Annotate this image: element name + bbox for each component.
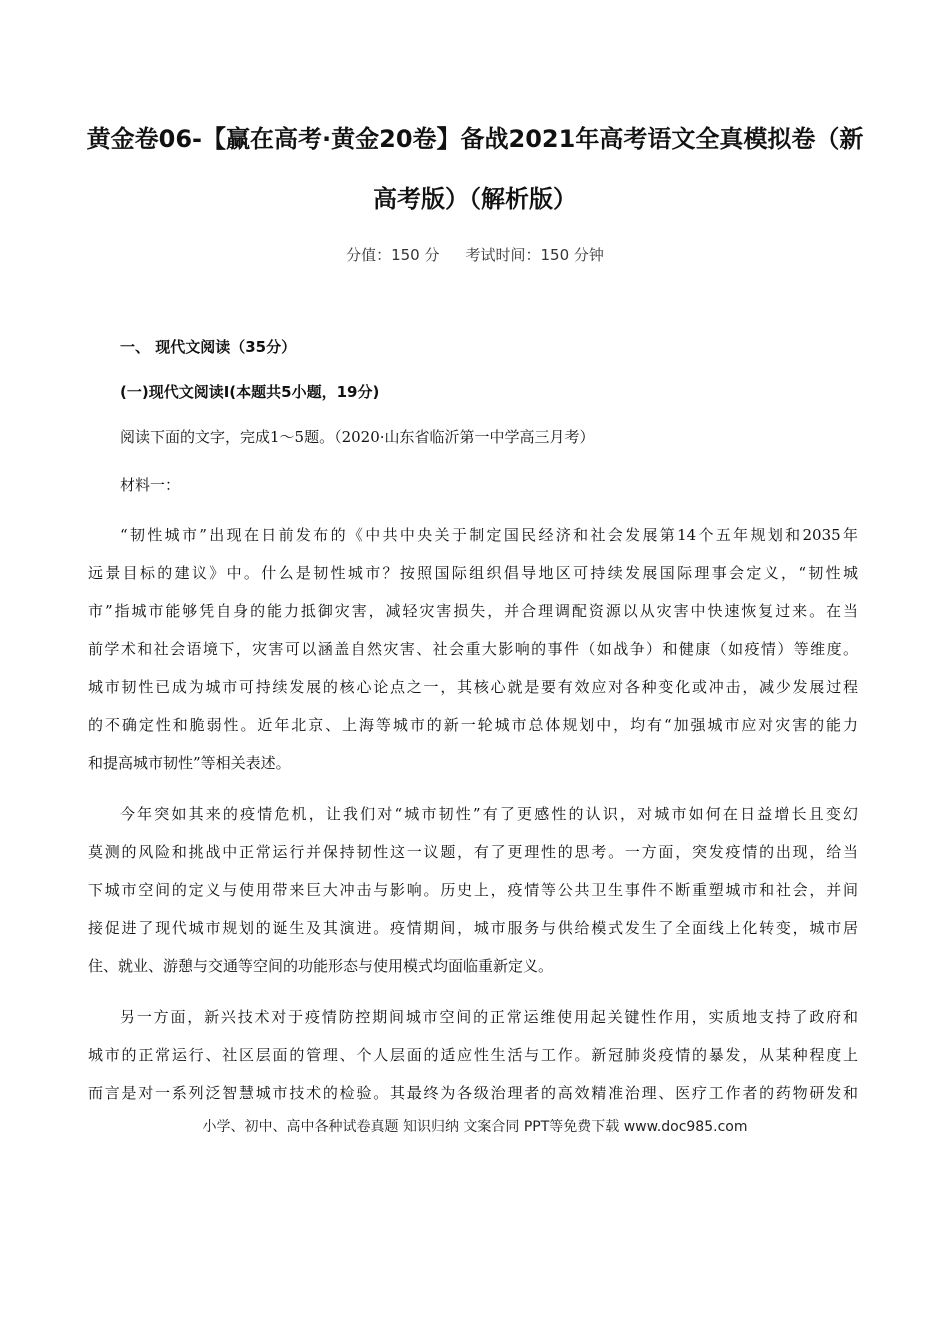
paragraph-1-line: 的不确定性和脆弱性。近年北京、上海等城市的新一轮城市总体规划中，均有“加强城市应对灾害的能力 — [88, 716, 858, 734]
exam-score: 分值：150 分 — [346, 246, 440, 264]
paragraph-3-line: 城市的正常运行、社区层面的管理、个人层面的适应性生活与工作。新冠肺炎疫情的暴发，从某种程度上 — [88, 1046, 858, 1064]
paragraph-1-line: 市”指城市能够凭自身的能力抵御灾害，减轻灾害损失，并合理调配资源以从灾害中快速恢复过来。在当 — [88, 602, 858, 620]
paragraph-3-line: 另一方面，新兴技术对于疫情防控期间城市空间的正常运维使用起关键性作用，实质地支持了政府和 — [120, 1008, 858, 1026]
material-label: 材料一： — [120, 476, 181, 494]
exam-time: 考试时间：150 分钟 — [465, 246, 604, 264]
paragraph-3-line: 而言是对一系列泛智慧城市技术的检验。其最终为各级治理者的高效精准治理、医疗工作者的药物研发和 — [88, 1084, 858, 1102]
document-title-line-2: 高考版）（解析版） — [373, 185, 577, 213]
paragraph-2-line: 住、就业、游憩与交通等空间的功能形态与使用模式均面临重新定义。 — [88, 957, 554, 975]
paragraph-1-line: 和提高城市韧性”等相关表述。 — [88, 754, 291, 772]
paragraph-2-line: 今年突如其来的疫情危机，让我们对“城市韧性”有了更感性的认识，对城市如何在日益增长且变幻 — [120, 805, 858, 823]
page-footer: 小学、初中、高中各种试卷真题 知识归纳 文案合同 PPT等免费下载 www.doc985.com — [202, 1119, 748, 1135]
paragraph-1-line: “韧性城市”出现在日前发布的《中共中央关于制定国民经济和社会发展第14个五年规划和2035年 — [120, 526, 858, 544]
reading-instruction: 阅读下面的文字，完成1～5题。（2020·山东省临沂第一中学高三月考） — [120, 428, 595, 446]
paragraph-2-line: 接促进了现代城市规划的诞生及其演进。疫情期间，城市服务与供给模式发生了全面线上化转变，城市居 — [88, 919, 858, 937]
paragraph-1-line: 远景目标的建议》中。什么是韧性城市？按照国际组织倡导地区可持续发展国际理事会定义，“韧性城 — [88, 564, 858, 582]
exam-meta — [0, 244, 950, 265]
paragraph-2-line: 莫测的风险和挑战中正常运行并保持韧性这一议题，有了更理性的思考。一方面，突发疫情的出现，给当 — [88, 843, 858, 861]
document-title-line-1: 黄金卷06-【赢在高考·黄金20卷】备战2021年高考语文全真模拟卷（新 — [86, 125, 864, 153]
subsection-heading: (一)现代文阅读Ⅰ(本题共5小题，19分) — [120, 383, 380, 401]
paragraph-1-line: 前学术和社会语境下，灾害可以涵盖自然灾害、社会重大影响的事件（如战争）和健康（如疫情）等维度。 — [88, 640, 858, 658]
paragraph-1-line: 城市韧性已成为城市可持续发展的核心论点之一，其核心就是要有效应对各种变化或冲击，减少发展过程 — [88, 678, 858, 696]
paragraph-2-line: 下城市空间的定义与使用带来巨大冲击与影响。历史上，疫情等公共卫生事件不断重塑城市和社会，并间 — [88, 881, 858, 899]
section-heading: 一、 现代文阅读（35分） — [120, 338, 297, 356]
